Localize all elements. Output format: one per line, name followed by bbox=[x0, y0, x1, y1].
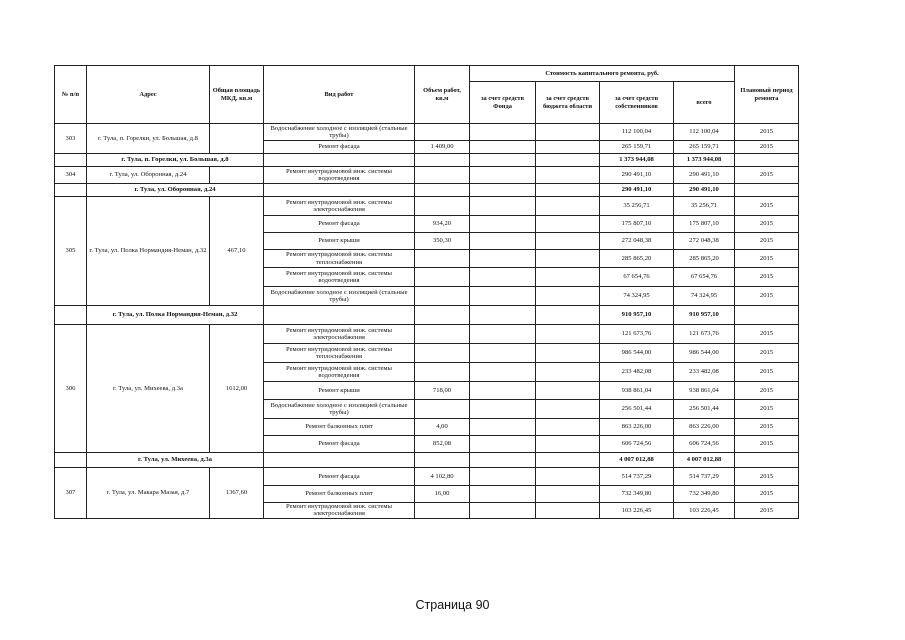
owners-cell: 986 544,00 bbox=[600, 344, 674, 363]
fund-cell bbox=[470, 167, 536, 184]
volume-cell: 1 409,00 bbox=[415, 141, 470, 154]
subtotal-label: г. Тула, п. Горелки, ул. Большая, д.8 bbox=[87, 154, 264, 167]
work-type-cell: Водоснабжение холодное с изоляцией (стальные трубы) bbox=[264, 287, 415, 306]
volume-cell bbox=[415, 167, 470, 184]
budget-cell bbox=[536, 250, 600, 268]
total-cell: 175 807,10 bbox=[674, 216, 735, 233]
address-cell: г. Тула, п. Горелки, ул. Большая, д.8 bbox=[87, 124, 210, 154]
budget-cell bbox=[536, 503, 600, 519]
volume-cell bbox=[415, 197, 470, 216]
subtotal-work-empty bbox=[264, 306, 415, 325]
area-cell: 1612,00 bbox=[210, 325, 264, 453]
subtotal-volume-empty bbox=[415, 184, 470, 197]
volume-cell bbox=[415, 400, 470, 419]
owners-cell: 285 865,20 bbox=[600, 250, 674, 268]
work-type-cell: Ремонт внутридомовой инж. системы электроснабжения bbox=[264, 197, 415, 216]
fund-cell bbox=[470, 486, 536, 503]
period-cell: 2015 bbox=[735, 197, 799, 216]
budget-cell bbox=[536, 287, 600, 306]
work-type-cell: Ремонт балконных плит bbox=[264, 419, 415, 436]
subtotal-budget-empty bbox=[536, 453, 600, 468]
work-type-cell: Водоснабжение холодное с изоляцией (стальные трубы) bbox=[264, 400, 415, 419]
total-cell: 121 673,76 bbox=[674, 325, 735, 344]
fund-cell bbox=[470, 363, 536, 382]
total-cell: 67 654,76 bbox=[674, 268, 735, 287]
budget-cell bbox=[536, 468, 600, 486]
subtotal-spacer bbox=[55, 306, 87, 325]
table-row bbox=[55, 167, 799, 184]
period-cell: 2015 bbox=[735, 233, 799, 250]
subtotal-row bbox=[55, 306, 799, 325]
work-type-cell: Ремонт внутридомовой инж. системы электроснабжения bbox=[264, 503, 415, 519]
owners-cell: 67 654,76 bbox=[600, 268, 674, 287]
volume-cell: 934,20 bbox=[415, 216, 470, 233]
period-cell: 2015 bbox=[735, 325, 799, 344]
owners-cell: 35 256,71 bbox=[600, 197, 674, 216]
total-cell: 74 324,95 bbox=[674, 287, 735, 306]
subtotal-label: г. Тула, ул. Михеева, д.3а bbox=[87, 453, 264, 468]
address-cell: г. Тула, ул. Полка Нормандия-Неман, д.32 bbox=[87, 197, 210, 306]
total-cell: 986 544,00 bbox=[674, 344, 735, 363]
work-type-cell: Водоснабжение холодное с изоляцией (стальные трубы) bbox=[264, 124, 415, 141]
owners-cell: 606 724,56 bbox=[600, 436, 674, 453]
owners-cell: 112 100,04 bbox=[600, 124, 674, 141]
area-cell bbox=[210, 167, 264, 184]
subtotal-period-empty bbox=[735, 184, 799, 197]
subtotal-total: 910 957,10 bbox=[674, 306, 735, 325]
row-number: 303 bbox=[55, 124, 87, 154]
header-volume: Объем работ, кв.м bbox=[415, 66, 470, 124]
fund-cell bbox=[470, 287, 536, 306]
subtotal-spacer bbox=[55, 184, 87, 197]
subtotal-owners: 910 957,10 bbox=[600, 306, 674, 325]
header-owners: за счет средств собственников bbox=[600, 82, 674, 124]
budget-cell bbox=[536, 141, 600, 154]
volume-cell bbox=[415, 287, 470, 306]
budget-cell bbox=[536, 124, 600, 141]
address-cell: г. Тула, ул. Михеева, д.3а bbox=[87, 325, 210, 453]
page-number: Страница 90 bbox=[415, 598, 490, 612]
subtotal-spacer bbox=[55, 453, 87, 468]
period-cell: 2015 bbox=[735, 287, 799, 306]
fund-cell bbox=[470, 344, 536, 363]
period-cell: 2015 bbox=[735, 363, 799, 382]
budget-cell bbox=[536, 268, 600, 287]
volume-cell bbox=[415, 268, 470, 287]
total-cell: 112 100,04 bbox=[674, 124, 735, 141]
header-region-budget: за счет средств бюджета области bbox=[536, 82, 600, 124]
fund-cell bbox=[470, 503, 536, 519]
budget-cell bbox=[536, 486, 600, 503]
subtotal-work-empty bbox=[264, 453, 415, 468]
owners-cell: 256 501,44 bbox=[600, 400, 674, 419]
owners-cell: 103 226,45 bbox=[600, 503, 674, 519]
budget-cell bbox=[536, 216, 600, 233]
work-type-cell: Ремонт фасада bbox=[264, 436, 415, 453]
work-type-cell: Ремонт внутридомовой инж. системы водоотведения bbox=[264, 268, 415, 287]
subtotal-fund-empty bbox=[470, 306, 536, 325]
volume-cell: 350,30 bbox=[415, 233, 470, 250]
header-row-top bbox=[55, 66, 799, 82]
table-row bbox=[55, 325, 799, 344]
period-cell: 2015 bbox=[735, 344, 799, 363]
subtotal-row bbox=[55, 184, 799, 197]
fund-cell bbox=[470, 436, 536, 453]
budget-cell bbox=[536, 233, 600, 250]
subtotal-total: 1 373 944,08 bbox=[674, 154, 735, 167]
subtotal-label: г. Тула, ул. Оборонная, д.24 bbox=[87, 184, 264, 197]
fund-cell bbox=[470, 124, 536, 141]
subtotal-row bbox=[55, 453, 799, 468]
total-cell: 285 865,20 bbox=[674, 250, 735, 268]
subtotal-spacer bbox=[55, 154, 87, 167]
subtotal-work-empty bbox=[264, 184, 415, 197]
owners-cell: 265 159,71 bbox=[600, 141, 674, 154]
work-type-cell: Ремонт внутридомовой инж. системы теплоснабжения bbox=[264, 250, 415, 268]
owners-cell: 514 737,29 bbox=[600, 468, 674, 486]
header-total: всего bbox=[674, 82, 735, 124]
header-address: Адрес bbox=[87, 66, 210, 124]
fund-cell bbox=[470, 141, 536, 154]
total-cell: 606 724,56 bbox=[674, 436, 735, 453]
owners-cell: 938 861,04 bbox=[600, 382, 674, 400]
budget-cell bbox=[536, 197, 600, 216]
fund-cell bbox=[470, 268, 536, 287]
header-period: Плановый период ремонта bbox=[735, 66, 799, 124]
budget-cell bbox=[536, 400, 600, 419]
area-cell: 467,10 bbox=[210, 197, 264, 306]
owners-cell: 863 226,00 bbox=[600, 419, 674, 436]
work-type-cell: Ремонт внутридомовой инж. системы водоотведения bbox=[264, 363, 415, 382]
budget-cell bbox=[536, 325, 600, 344]
total-cell: 863 226,00 bbox=[674, 419, 735, 436]
work-type-cell: Ремонт внутридомовой инж. системы теплоснабжения bbox=[264, 344, 415, 363]
period-cell: 2015 bbox=[735, 382, 799, 400]
subtotal-owners: 1 373 944,08 bbox=[600, 154, 674, 167]
volume-cell bbox=[415, 363, 470, 382]
work-type-cell: Ремонт балконных плит bbox=[264, 486, 415, 503]
period-cell: 2015 bbox=[735, 468, 799, 486]
volume-cell bbox=[415, 325, 470, 344]
table-row bbox=[55, 197, 799, 216]
fund-cell bbox=[470, 400, 536, 419]
work-type-cell: Ремонт фасада bbox=[264, 468, 415, 486]
owners-cell: 272 048,38 bbox=[600, 233, 674, 250]
work-type-cell: Ремонт внутридомовой инж. системы водоотведения bbox=[264, 167, 415, 184]
fund-cell bbox=[470, 216, 536, 233]
subtotal-owners: 290 491,10 bbox=[600, 184, 674, 197]
volume-cell bbox=[415, 503, 470, 519]
period-cell: 2015 bbox=[735, 268, 799, 287]
period-cell: 2015 bbox=[735, 167, 799, 184]
period-cell: 2015 bbox=[735, 400, 799, 419]
volume-cell bbox=[415, 250, 470, 268]
volume-cell: 4 102,80 bbox=[415, 468, 470, 486]
header-work-type: Вид работ bbox=[264, 66, 415, 124]
owners-cell: 233 482,08 bbox=[600, 363, 674, 382]
header-cost-group: Стоимость капитального ремонта, руб. bbox=[470, 66, 735, 82]
fund-cell bbox=[470, 325, 536, 344]
volume-cell: 852,08 bbox=[415, 436, 470, 453]
subtotal-owners: 4 007 012,88 bbox=[600, 453, 674, 468]
owners-cell: 732 349,80 bbox=[600, 486, 674, 503]
total-cell: 35 256,71 bbox=[674, 197, 735, 216]
subtotal-label: г. Тула, ул. Полка Нормандия-Неман, д.32 bbox=[87, 306, 264, 325]
subtotal-budget-empty bbox=[536, 154, 600, 167]
row-number: 305 bbox=[55, 197, 87, 306]
period-cell: 2015 bbox=[735, 216, 799, 233]
owners-cell: 290 491,10 bbox=[600, 167, 674, 184]
owners-cell: 74 324,95 bbox=[600, 287, 674, 306]
budget-cell bbox=[536, 382, 600, 400]
subtotal-total: 4 007 012,88 bbox=[674, 453, 735, 468]
period-cell: 2015 bbox=[735, 486, 799, 503]
address-cell: г. Тула, ул. Оборонная, д.24 bbox=[87, 167, 210, 184]
header-no: № п/п bbox=[55, 66, 87, 124]
fund-cell bbox=[470, 419, 536, 436]
period-cell: 2015 bbox=[735, 419, 799, 436]
volume-cell bbox=[415, 124, 470, 141]
volume-cell bbox=[415, 344, 470, 363]
address-cell: г. Тула, ул. Макара Мазая, д.7 bbox=[87, 468, 210, 519]
total-cell: 938 861,04 bbox=[674, 382, 735, 400]
period-cell: 2015 bbox=[735, 503, 799, 519]
total-cell: 256 501,44 bbox=[674, 400, 735, 419]
table-row bbox=[55, 468, 799, 486]
total-cell: 103 226,45 bbox=[674, 503, 735, 519]
period-cell: 2015 bbox=[735, 250, 799, 268]
subtotal-row bbox=[55, 154, 799, 167]
subtotal-period-empty bbox=[735, 154, 799, 167]
header-area: Общая площадь МКД, кв.м bbox=[210, 66, 264, 124]
period-cell: 2015 bbox=[735, 141, 799, 154]
budget-cell bbox=[536, 363, 600, 382]
subtotal-fund-empty bbox=[470, 453, 536, 468]
work-type-cell: Ремонт фасада bbox=[264, 141, 415, 154]
subtotal-fund-empty bbox=[470, 154, 536, 167]
row-number: 307 bbox=[55, 468, 87, 519]
fund-cell bbox=[470, 233, 536, 250]
work-type-cell: Ремонт фасада bbox=[264, 216, 415, 233]
period-cell: 2015 bbox=[735, 124, 799, 141]
period-cell: 2015 bbox=[735, 436, 799, 453]
subtotal-total: 290 491,10 bbox=[674, 184, 735, 197]
total-cell: 290 491,10 bbox=[674, 167, 735, 184]
subtotal-work-empty bbox=[264, 154, 415, 167]
work-type-cell: Ремонт крыши bbox=[264, 382, 415, 400]
header-fund: за счет средств Фонда bbox=[470, 82, 536, 124]
budget-cell bbox=[536, 436, 600, 453]
total-cell: 265 159,71 bbox=[674, 141, 735, 154]
volume-cell: 4,00 bbox=[415, 419, 470, 436]
subtotal-period-empty bbox=[735, 306, 799, 325]
subtotal-volume-empty bbox=[415, 306, 470, 325]
owners-cell: 175 807,10 bbox=[600, 216, 674, 233]
subtotal-budget-empty bbox=[536, 184, 600, 197]
budget-cell bbox=[536, 419, 600, 436]
subtotal-volume-empty bbox=[415, 453, 470, 468]
area-cell bbox=[210, 124, 264, 154]
volume-cell: 718,00 bbox=[415, 382, 470, 400]
work-type-cell: Ремонт внутридомовой инж. системы электроснабжения bbox=[264, 325, 415, 344]
capital-repair-table bbox=[54, 65, 799, 519]
budget-cell bbox=[536, 344, 600, 363]
row-number: 306 bbox=[55, 325, 87, 453]
subtotal-fund-empty bbox=[470, 184, 536, 197]
subtotal-budget-empty bbox=[536, 306, 600, 325]
fund-cell bbox=[470, 250, 536, 268]
fund-cell bbox=[470, 197, 536, 216]
subtotal-volume-empty bbox=[415, 154, 470, 167]
total-cell: 514 737,29 bbox=[674, 468, 735, 486]
total-cell: 272 048,38 bbox=[674, 233, 735, 250]
work-type-cell: Ремонт крыши bbox=[264, 233, 415, 250]
owners-cell: 121 673,76 bbox=[600, 325, 674, 344]
area-cell: 1367,60 bbox=[210, 468, 264, 519]
fund-cell bbox=[470, 468, 536, 486]
fund-cell bbox=[470, 382, 536, 400]
subtotal-period-empty bbox=[735, 453, 799, 468]
table-row bbox=[55, 124, 799, 141]
row-number: 304 bbox=[55, 167, 87, 184]
volume-cell: 16,00 bbox=[415, 486, 470, 503]
budget-cell bbox=[536, 167, 600, 184]
table-body bbox=[55, 124, 799, 519]
total-cell: 233 482,08 bbox=[674, 363, 735, 382]
total-cell: 732 349,80 bbox=[674, 486, 735, 503]
